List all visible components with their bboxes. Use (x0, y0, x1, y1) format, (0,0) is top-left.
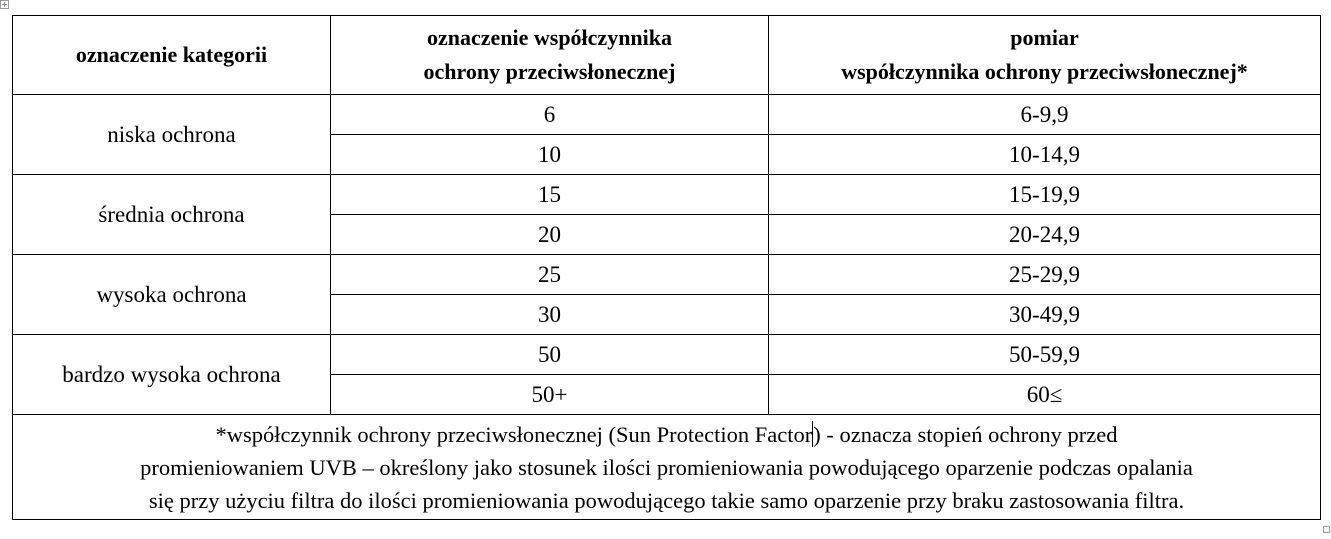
factor-cell: 10 (331, 135, 769, 175)
measure-cell: 10-14,9 (769, 135, 1321, 175)
footnote-cell[interactable] (13, 415, 1321, 520)
table-resize-icon[interactable] (1323, 526, 1330, 533)
factor-cell: 30 (331, 295, 769, 335)
footnote-line3: się przy użyciu filtra do ilości promieniowania powodującego takie samo oparzenie przy braku zastosowania filtra. (148, 487, 1185, 513)
footnote-row (13, 415, 1321, 520)
header-measure (769, 16, 1321, 95)
footnote-line2: promieniowaniem UVB – określony jako stosunek ilości promieniowania powodującego oparzenie podczas opalania (140, 454, 1193, 480)
header-factor-line1: oznaczenie współczynnika (426, 25, 673, 50)
table-row (13, 255, 1321, 295)
factor-cell: 6 (331, 95, 769, 135)
measure-cell: 60≤ (769, 375, 1321, 415)
table-row (13, 335, 1321, 375)
footnote-line1-b: ) - oznacza stopień ochrony przed (813, 421, 1118, 447)
spf-category-table (12, 15, 1321, 520)
category-cell: wysoka ochrona (13, 255, 331, 335)
measure-cell: 20-24,9 (769, 215, 1321, 255)
factor-cell: 20 (331, 215, 769, 255)
measure-cell: 25-29,9 (769, 255, 1321, 295)
table-header-row (13, 16, 1321, 95)
factor-cell: 50 (331, 335, 769, 375)
table-row (13, 95, 1321, 135)
header-measure-line1: pomiar (1010, 25, 1079, 50)
header-factor-line2: ochrony przeciwsłonecznej (423, 59, 676, 84)
header-measure-line2: współczynnika ochrony przeciwsłonecznej* (841, 59, 1248, 84)
measure-cell: 6-9,9 (769, 95, 1321, 135)
category-cell: niska ochrona (13, 95, 331, 175)
factor-cell: 15 (331, 175, 769, 215)
measure-cell: 50-59,9 (769, 335, 1321, 375)
footnote-line1-a: *współczynnik ochrony przeciwsłonecznej (Sun Protection Factor (215, 421, 813, 447)
header-factor (331, 16, 769, 95)
table-move-icon[interactable]: + (1, 0, 8, 9)
category-cell: średnia ochrona (13, 175, 331, 255)
measure-cell: 15-19,9 (769, 175, 1321, 215)
table-row (13, 175, 1321, 215)
header-category: oznaczenie kategorii (13, 16, 331, 95)
factor-cell: 50+ (331, 375, 769, 415)
category-cell: bardzo wysoka ochrona (13, 335, 331, 415)
measure-cell: 30-49,9 (769, 295, 1321, 335)
factor-cell: 25 (331, 255, 769, 295)
